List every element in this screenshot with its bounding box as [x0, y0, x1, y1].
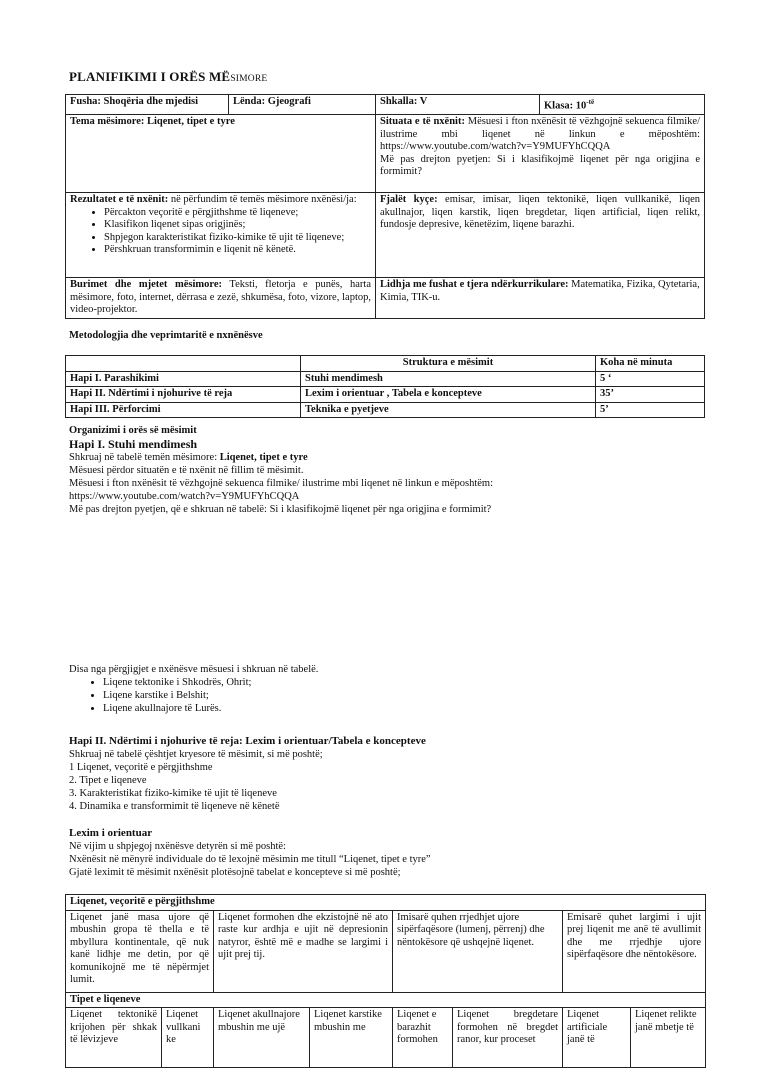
list-item: 1 Liqenet, veçoritë e përgjithshme: [69, 762, 213, 773]
koncept-row1-header: Liqenet, veçoritë e përgjithshme: [66, 895, 706, 911]
table-row: Hapi I. Parashikimi Stuhi mendimesh 5 ‘: [66, 371, 705, 387]
lexim-heading: Lexim i orientuar: [69, 827, 153, 839]
situata-cell: Situata e të nxënit: Mësuesi i fton nxënësit të vëzhgojnë sekuenca filmike/ ilustrime mbi liqenet në linkun e mëposhtëm: https://www.youtube.com/watch?v=Y9MUFYhCQQA Më pas drejton pyetjen: Si i klasifikojmë liqenet për nga origjina e formimit?: [376, 115, 705, 193]
lexim-line: Në vijim u shpjegoj nxënësve detyrën si më poshtë:: [69, 841, 286, 852]
lexim-line: Nxënësit në mënyrë individuale do të lexojnë mësimin me titull “Liqenet, tipet e tyre”: [69, 854, 431, 865]
list-item: 2. Tipet e liqeneve: [69, 775, 147, 786]
table-row: Hapi II. Ndërtimi i njohurive të reja Lexim i orientuar , Tabela e koncepteve 35’: [66, 387, 705, 403]
lexim-section: [69, 827, 709, 879]
lidhja-cell: Lidhja me fushat e tjera ndërkurrikulare: Matematika, Fizika, Qytetaria, Kimia, TIK-u.: [376, 278, 705, 319]
table-row: Hapi III. Përforcimi Teknika e pyetjeve 5’: [66, 402, 705, 418]
lenda-cell: Lënda: Gjeografi: [229, 95, 376, 115]
plan-table: [65, 94, 705, 319]
koncept-table: [65, 894, 706, 1068]
list-item: • Shpjegon karakteristikat fiziko-kimike të ujit të liqeneve;: [104, 232, 371, 245]
klasa-suffix: -të: [586, 98, 595, 106]
pergjigjet-intro: Disa nga përgjigjet e nxënësve mësuesi i shkruan në tabelë.: [69, 664, 319, 675]
list-item: 4. Dinamika e transformimit të liqeneve në kënetë: [69, 801, 280, 812]
koncept-row2-header: Tipet e liqeneve: [66, 992, 706, 1008]
pergjigjet-list: [69, 676, 709, 715]
hapi2-heading: Hapi II. Ndërtimi i njohurive të reja: Lexim i orientuar/Tabela e koncepteve: [69, 735, 426, 747]
klasa-cell: Klasa: $10^{-të}$: [540, 95, 705, 115]
hapi2-section: [69, 735, 709, 813]
list-item: • Përcakton veçoritë e përgjithshme të liqeneve;: [104, 207, 371, 220]
list-item: • Liqene akullnajore të Lurës.: [103, 702, 709, 715]
organizimi-line: Më pas drejton pyetjen, që e shkruan në tabelë: Si i klasifikojmë liqenet për nga origjina e formimit?: [69, 504, 492, 515]
fusha-cell: Fusha: Shoqëria dhe mjedisi: [66, 95, 229, 115]
fjalet-cell: Fjalët kyçe: emisar, imisar, liqen tektonikë, liqen vullkanikë, liqen akullnajor, liqen karstik, liqen bregdetar, liqen artificial, liqen relikt, fundosje depresive, kënetëzim, liqene barazhi.: [376, 193, 705, 278]
struktura-table: [65, 355, 705, 418]
hapi2-intro: Shkruaj në tabelë çështjet kryesore të mësimit, si më poshtë;: [69, 749, 323, 760]
tema-cell: Tema mësimore: Liqenet, tipet e tyre: [66, 115, 376, 193]
rezultatet-cell: Rezultatet e të nxënit: në përfundim të temës mësimore nxënësi/ja: • Përcakton veçoritë e përgjithshme të liqeneve; • Klasifikon liqenet sipas origjinës; • Shpjegon karakteristikat fiziko-kimike të ujit të liqeneve; • Përshkruan transformimin e liqenit në kënetë.: [66, 193, 376, 278]
page-title-tail: SIMORE: [230, 74, 268, 84]
metodologjia-heading: Metodologjia dhe veprimtaritë e nxnënësve: [69, 330, 263, 341]
organizimi-line: Mësuesi i fton nxënësit të vëzhgojnë sekuenca filmike/ ilustrime mbi liqenet në linkun e mëposhtëm:: [69, 478, 493, 489]
lexim-line: Gjatë leximit të mësimit nxënësit plotësojnë tabelat e koncepteve si më poshtë;: [69, 867, 401, 878]
organizimi-line: Shkruaj në tabelë temën mësimore: Liqenet, tipet e tyre: [69, 452, 308, 463]
table-row: Liqenet janë masa ujore që mbushin gropa të thella e të mbyllura kontinentale, që nuk kanë lidhje me detin, por që komunikojnë me të nëpërmjet lumit. Liqenet formohen dhe ekzistojnë në ato raste kur ardhja e ujit në depresionin natyror, është më e madhe se largimi i ujit prej tij. Imisarë quhen rrjedhjet ujore sipërfaqësore (lumenj, përrenj) dhe nëntokësore që ushqejnë liqenet. Emisarë quhet largimi i ujit prej liqenit me anë të avullimit dhe me rrjedhje ujore sipërfaqësore dhe nëntokësore.: [66, 910, 706, 992]
struktura-header: Struktura e mësimit: [301, 356, 596, 372]
hapi1-heading: Hapi I. Stuhi mendimesh: [69, 437, 198, 451]
organizimi-section: [69, 424, 709, 516]
rezultatet-list: [70, 207, 371, 257]
list-item: • Përshkruan transformimin e liqenit në kënetë.: [104, 244, 371, 257]
list-item: • Klasifikon liqenet sipas origjinës;: [104, 219, 371, 232]
shkalla-cell: Shkalla: V: [376, 95, 540, 115]
page-title: PLANIFIKIMI I ORËS MËSIMORE: [69, 69, 268, 84]
situata-question: Më pas drejton pyetjen: Si i klasifikojmë liqenet për nga origjina e formimit?: [380, 153, 700, 177]
organizimi-link: https://www.youtube.com/watch?v=Y9MUFYhCQQA: [69, 491, 300, 502]
list-item: 3. Karakteristikat fiziko-kimike të ujit të liqeneve: [69, 788, 277, 799]
organizimi-line: Mësuesi përdor situatën e të nxënit në fillim të mësimit.: [69, 465, 304, 476]
organizimi-heading: Organizimi i orës së mësimit: [69, 425, 197, 436]
struktura-header-empty: [66, 356, 301, 372]
koha-header: Koha në minuta: [596, 356, 705, 372]
list-item: • Liqene tektonike i Shkodrës, Ohrit;: [103, 676, 709, 689]
table-row: Liqenet tektonikë krijohen për shkak të lëvizjeve Liqenet vullkani ke Liqenet akullnajore mbushin me ujë Liqenet karstike mbushin me Liqenet e barazhit formohen Liqenet bregdetare formohen në bregdet ranor, kur proceset Liqenet artificiale janë të Liqenet relikte janë mbetje të: [66, 1008, 706, 1068]
pergjigjet-section: [69, 663, 709, 715]
burimet-cell: Burimet dhe mjetet mësimore: Teksti, fletorja e punës, harta mësimore, foto, internet, dërrasa e zezë, shkumësa, foto, vizore, laptop, video-projektor.: [66, 278, 376, 319]
list-item: • Liqene karstike i Belshit;: [103, 689, 709, 702]
